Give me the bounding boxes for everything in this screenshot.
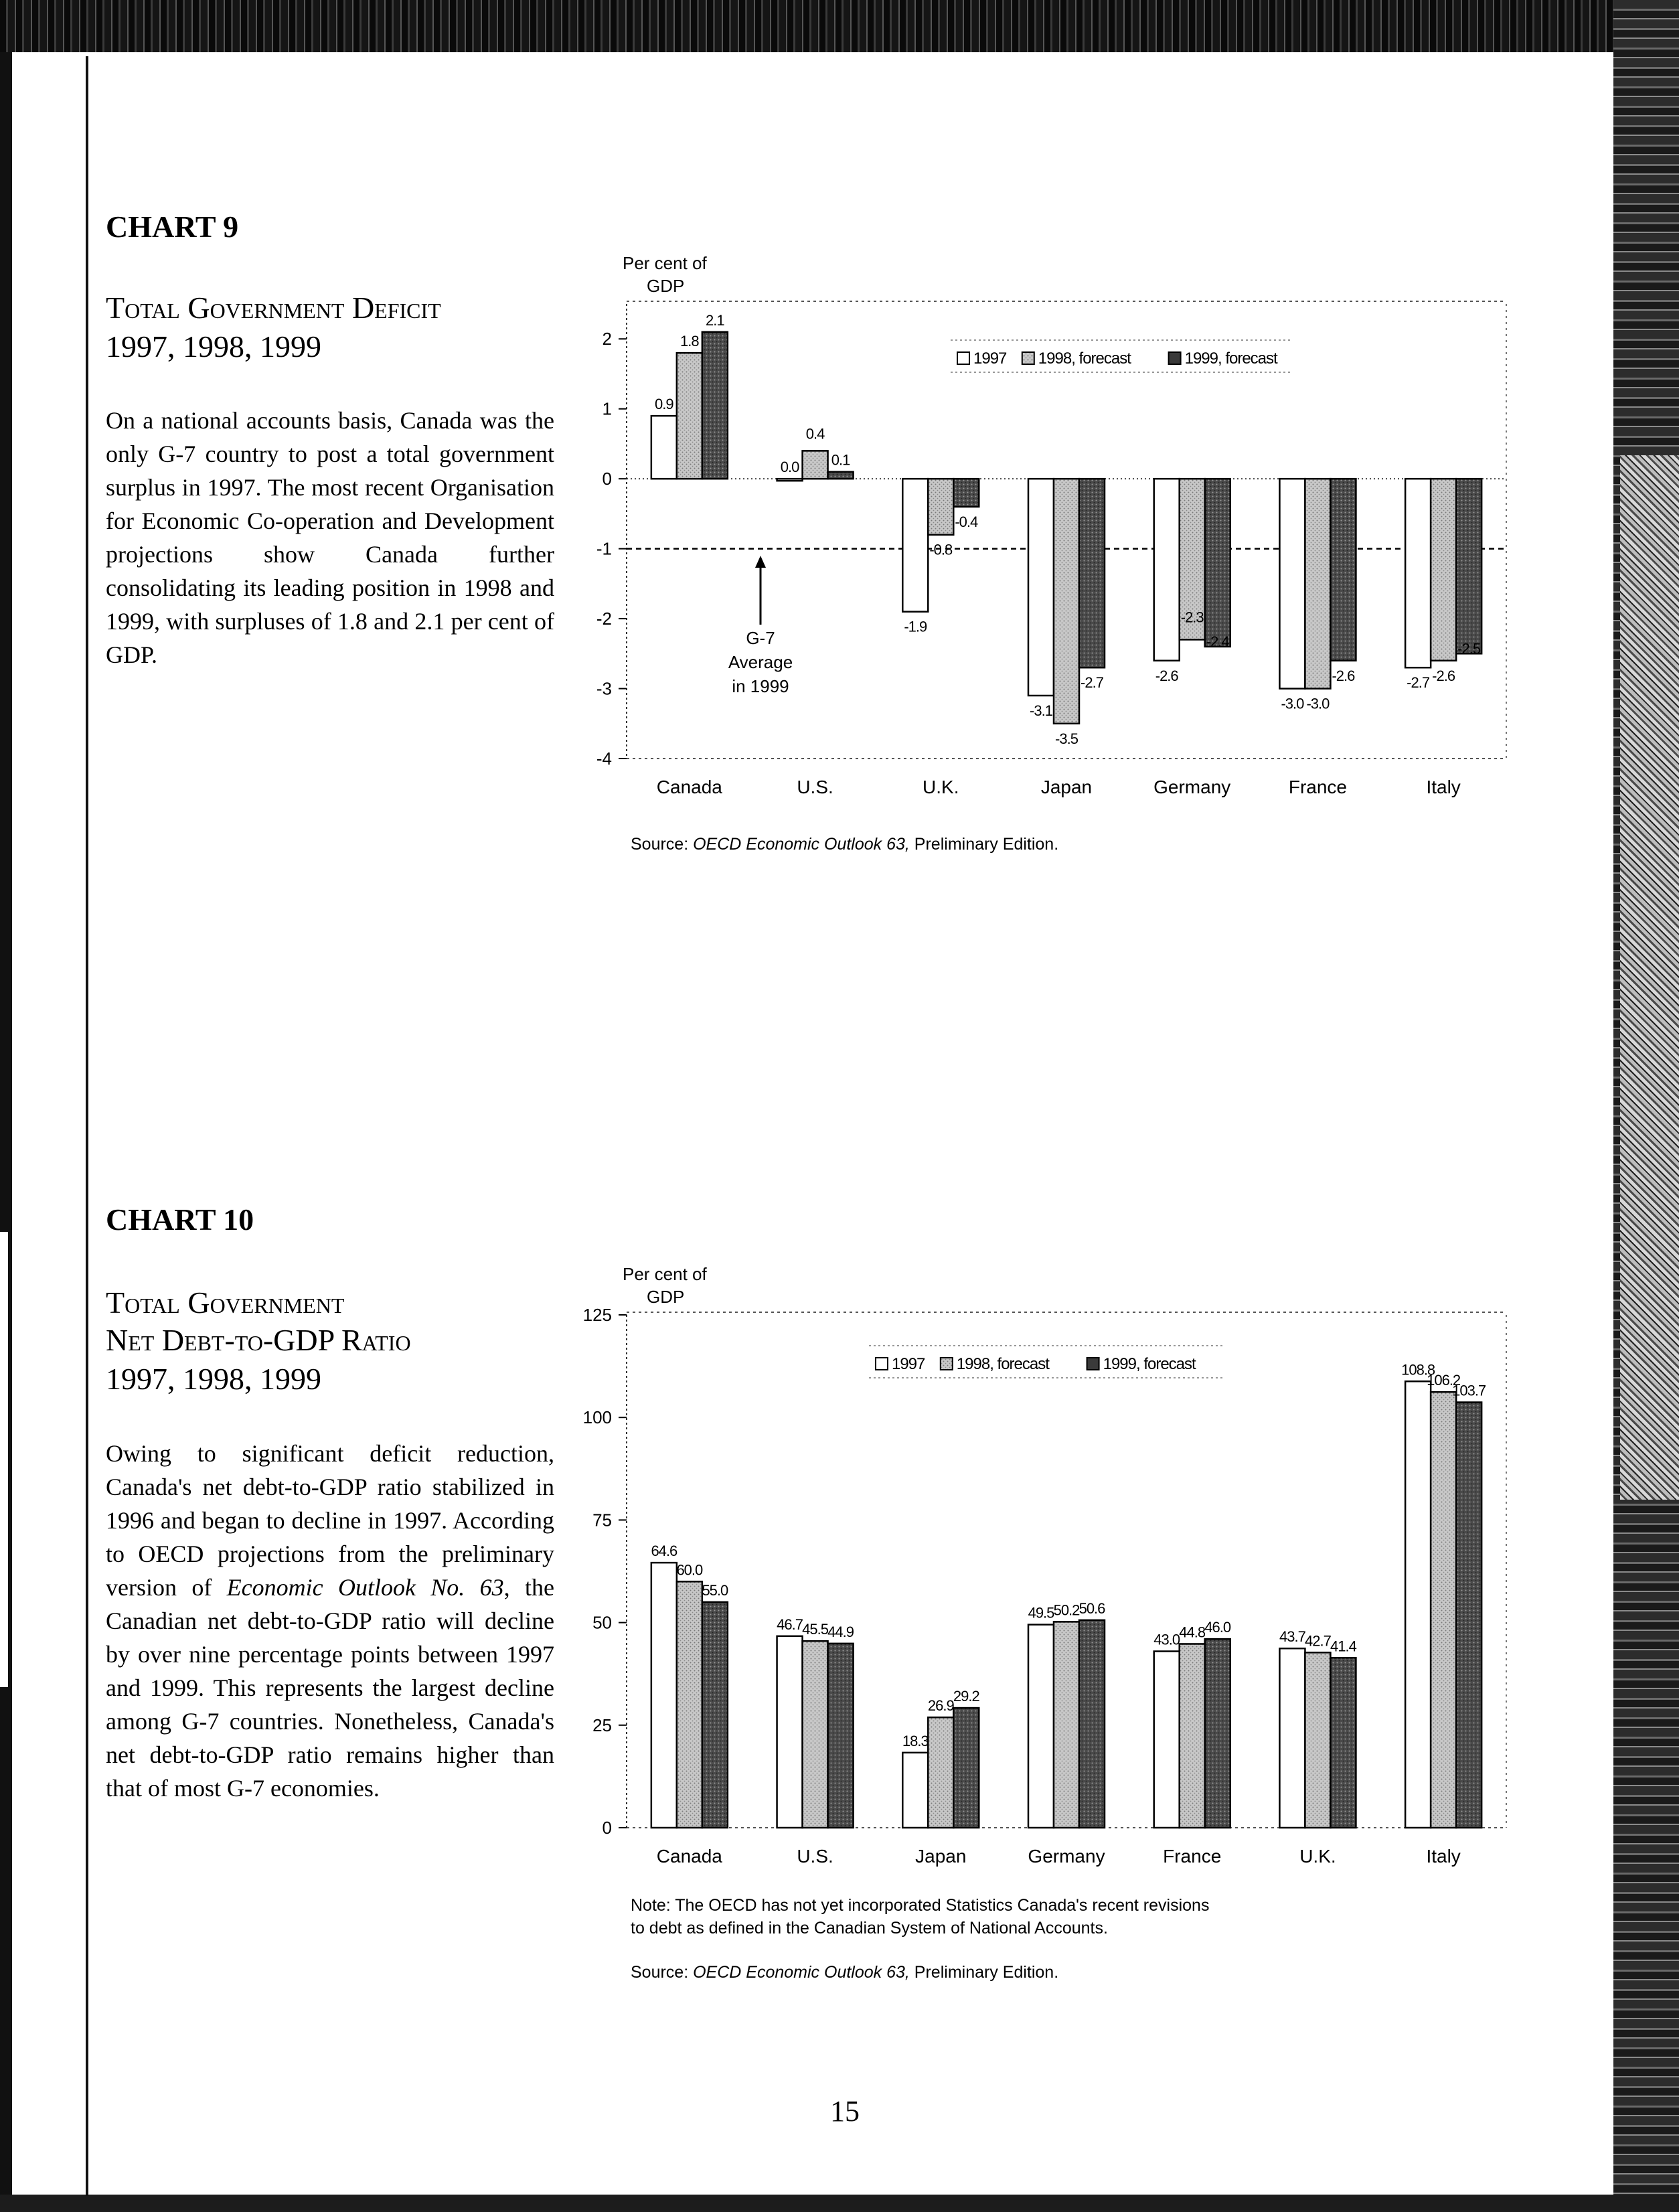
bar-1998-japan [928,1717,953,1828]
data-label: 41.4 [1330,1638,1356,1655]
data-label: 29.2 [953,1688,979,1705]
chart10-title-line1: Total Government [106,1285,345,1320]
data-label: 106.2 [1427,1372,1461,1389]
chart10-source [631,1963,1058,1982]
chart9-bar-chart [569,234,1533,870]
y-tick-label: 2 [602,329,612,349]
bar-1998-uk [1305,1652,1330,1828]
source-prefix: Source: [631,1963,694,1982]
margin-rule [86,56,88,2196]
data-label: 49.5 [1028,1604,1054,1622]
y-tick-label: -1 [596,538,612,559]
data-label: -2.4 [1206,633,1229,650]
source-prefix: Source: [631,835,694,854]
chart9-years: 1997, 1998, 1999 [106,329,321,364]
y-tick-label: 50 [592,1612,612,1633]
chart10-legend [869,1346,1224,1378]
legend-swatch [1169,352,1181,364]
bar-1999-uk [1330,1658,1356,1828]
data-label: -3.1 [1030,702,1052,719]
data-label: -2.6 [1155,667,1178,684]
bar-1998-france [1305,479,1330,688]
data-label: 2.1 [706,311,724,329]
legend-label: 1999, forecast [1103,1355,1196,1373]
y-tick-label: 125 [582,1305,612,1325]
scan-top-border [0,0,1679,52]
bar-1999-france [1205,1639,1230,1828]
x-tick-label: Germany [1153,777,1231,797]
y-axis-title-2: GDP [647,1287,685,1307]
bar-1998-italy [1431,479,1456,661]
annotation-line3: in 1999 [732,676,789,696]
data-label: 60.0 [676,1561,703,1579]
chart10-years: 1997, 1998, 1999 [106,1362,321,1396]
data-label: -1.9 [904,618,927,635]
scan-edge-noise [1620,455,1679,1500]
bar-1998-us [803,451,828,479]
legend-swatch [1087,1358,1099,1370]
bar-1998-canada [677,1581,702,1828]
bar-1999-us [828,472,854,479]
chart9-heading: CHART 9 [106,210,239,244]
data-label: -2.6 [1332,667,1355,684]
legend-label: 1999, forecast [1184,349,1277,368]
y-tick-label: 100 [582,1407,612,1428]
bar-1998-us [803,1641,828,1828]
data-label: -3.0 [1281,695,1304,712]
source-title: OECD Economic Outlook 63, [693,1963,910,1982]
chart10-heading: CHART 10 [106,1202,254,1237]
x-tick-label: Japan [1040,777,1093,797]
data-label: -3.0 [1306,695,1330,712]
legend-swatch [957,352,969,364]
scan-bottom-border [0,2195,1679,2212]
bar-1998-italy [1431,1392,1456,1828]
bar-1997-uk [1279,1648,1305,1828]
bar-1997-germany [1028,1625,1054,1828]
bar-1999-germany [1079,1620,1105,1828]
index-tab [0,1232,10,1687]
page-number: 15 [830,2095,860,2128]
chart10-bar-chart [569,1252,1533,1895]
chart9-title: Total Government Deficit [106,291,441,325]
bar-1999-canada [702,332,728,479]
data-label: 43.0 [1153,1631,1180,1648]
data-label: 0.0 [780,459,799,476]
data-label: 103.7 [1452,1382,1486,1399]
y-tick-label: 0 [602,1818,612,1838]
bar-1999-uk [953,479,979,507]
x-tick-label: Germany [1028,1846,1105,1867]
data-label: 45.5 [802,1621,828,1638]
legend-label: 1998, forecast [1038,349,1131,368]
bar-1999-us [828,1644,854,1828]
data-label: -2.7 [1407,674,1430,692]
data-label: 46.0 [1204,1619,1231,1636]
y-tick-label: -2 [596,609,612,629]
annotation-line1: G-7 [746,628,775,648]
data-label: 44.9 [827,1623,854,1640]
data-label: 1.8 [680,333,699,350]
bar-1999-italy [1456,1403,1482,1828]
data-label: 0.4 [805,425,825,443]
data-label: -3.5 [1055,730,1078,747]
bar-1999-italy [1456,479,1482,653]
bar-1999-japan [1079,479,1105,667]
source-title: OECD Economic Outlook 63, [693,835,910,854]
x-tick-label: U.S. [797,1846,833,1867]
x-tick-label: France [1288,777,1348,797]
data-label: 0.1 [831,451,850,469]
chart10-title-line2: Net Debt-to-GDP Ratio [106,1323,411,1357]
bar-1999-canada [702,1602,728,1828]
chart9-source [631,835,1058,854]
data-label: -2.3 [1180,609,1204,626]
x-tick-label: U.K. [923,777,959,797]
bar-1997-germany [1154,479,1180,661]
bar-1998-uk [928,479,953,535]
bar-1997-canada [651,416,677,479]
chart10-note-line1: Note: The OECD has not yet incorporated Statistics Canada's recent revisions [631,1896,1210,1915]
data-label: 42.7 [1305,1632,1331,1650]
y-tick-label: 75 [592,1510,612,1530]
bar-1997-us [777,1636,803,1828]
data-label: 46.7 [777,1615,803,1633]
bar-1998-germany [1054,1622,1079,1828]
x-tick-label: Italy [1426,777,1461,797]
data-label: 44.8 [1179,1624,1206,1641]
data-label: 26.9 [927,1697,954,1715]
bar-1997-japan [1028,479,1054,696]
data-label: 0.9 [655,396,673,413]
x-tick-label: U.K. [1299,1846,1336,1867]
x-tick-label: Canada [656,1846,722,1867]
annotation-arrow-head [755,556,766,568]
bar-1999-france [1330,479,1356,661]
data-label: -0.8 [929,541,953,558]
legend-label: 1998, forecast [956,1355,1049,1373]
y-axis-title: Per cent of [623,1264,707,1284]
chart10-body [106,1437,554,1805]
y-tick-label: 1 [602,398,612,419]
chart9-body: On a national accounts basis, Canada was the only G-7 country to post a total government surplus in 1997. The most recent Organisation for Economic Co-operation and Development projections show Canada further consolidating its leading position in 1998 and 1999, with surpluses of 1.8 and 2.1 per cent of GDP. [106,407,554,668]
legend-label: 1997 [973,349,1007,368]
bar-1998-japan [1054,479,1079,724]
legend-swatch [1022,352,1034,364]
data-label: 108.8 [1401,1361,1435,1378]
data-label: -2.6 [1432,667,1455,684]
body-text-cont: , the Canadian net debt-to-GDP ratio will decline by over nine percentage points between 1997 and 1999. This represents the largest decline among G-7 countries. Nonetheless, Canada's net debt-to-GDP ratio remains higher than that of most G-7 economies. [106,1574,555,1802]
data-label: 55.0 [702,1581,728,1599]
data-label: 50.2 [1053,1601,1080,1619]
x-tick-label: France [1163,1846,1222,1867]
chart10-note-line2: to debt as defined in the Canadian System of National Accounts. [631,1919,1108,1938]
bar-1997-italy [1405,1381,1431,1828]
data-label: 43.7 [1279,1628,1305,1646]
bar-1998-france [1180,1644,1205,1828]
body-publication: Economic Outlook No. 63 [226,1574,504,1601]
data-label: 50.6 [1078,1599,1105,1617]
body-text: Owing to significant deficit reduction, Canada's net debt-to-GDP ratio stabilized in 1996 and began to decline in 1997. According to OECD projections from the preliminary version of [106,1440,554,1601]
data-label: -0.4 [955,513,978,530]
legend-swatch [876,1358,888,1370]
bar-1997-italy [1405,479,1431,667]
data-label: 64.6 [651,1543,677,1560]
bar-1997-france [1154,1651,1180,1828]
bar-1997-france [1279,479,1305,688]
y-tick-label: -4 [596,748,612,769]
data-label: 18.3 [902,1732,929,1749]
bar-1999-japan [953,1708,979,1828]
bar-1997-canada [651,1563,677,1828]
bar-1998-canada [677,353,702,479]
legend-label: 1997 [892,1355,925,1373]
bar-1997-us [777,479,803,481]
y-tick-label: 25 [592,1715,612,1735]
legend-swatch [941,1358,953,1370]
annotation-line2: Average [728,652,793,672]
bar-1997-japan [902,1753,928,1828]
x-tick-label: U.S. [797,777,833,797]
y-tick-label: 0 [602,469,612,489]
index-tab [0,435,8,743]
bar-1997-uk [902,479,928,611]
chart9-legend [951,340,1292,372]
x-tick-label: Canada [656,777,722,797]
x-tick-label: Italy [1426,1846,1461,1867]
data-label: -2.5 [1457,640,1481,657]
source-suffix: Preliminary Edition. [909,1963,1059,1982]
y-axis-title: Per cent of [623,253,707,273]
bar-1999-germany [1205,479,1230,647]
source-suffix: Preliminary Edition. [909,835,1059,854]
data-label: -2.7 [1081,674,1103,692]
y-tick-label: -3 [596,678,612,699]
y-axis-title-2: GDP [647,276,685,296]
x-tick-label: Japan [915,1846,967,1867]
chart9-g7-average-annotation [728,556,793,696]
